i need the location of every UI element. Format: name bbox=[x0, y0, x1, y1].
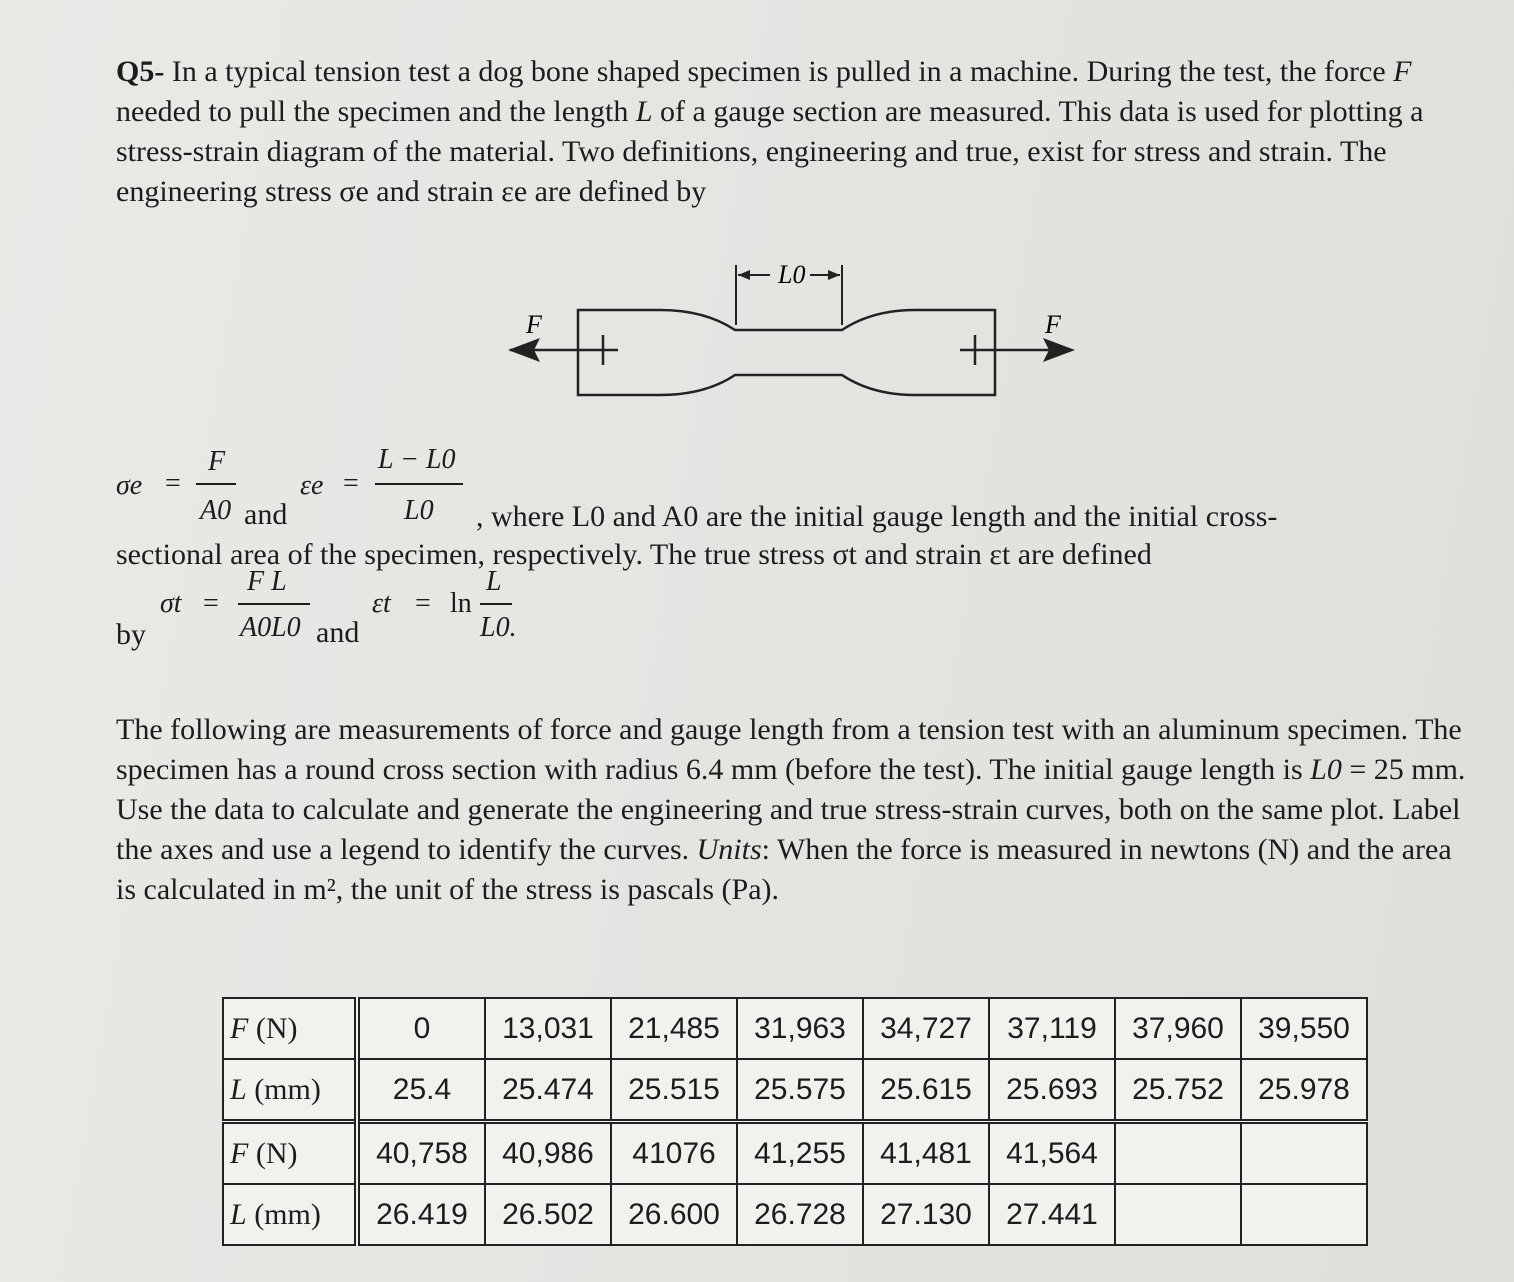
fraction-bar bbox=[196, 483, 236, 485]
table-row bbox=[223, 1122, 1367, 1185]
question-paragraph: Q5- In a typical tension test a dog bone shaped specimen is pulled in a machine. During the test, the force F needed to pull the specimen and the length L of a gauge section are measured. This data is used for plotting a stress-strain diagram of the material. Two definitions, engineering and true, exist for stress and strain. The engineering stress σe and strain εe are defined by bbox=[116, 55, 1424, 208]
frac-A0: A0 bbox=[200, 495, 232, 526]
right-force-label: F bbox=[1045, 310, 1061, 339]
frac-FL: F L bbox=[247, 566, 287, 597]
by-text: by bbox=[116, 618, 146, 651]
table-cell: 25.978 bbox=[1241, 1059, 1367, 1122]
table-cell: 40,986 bbox=[485, 1122, 611, 1185]
table-cell: 26.502 bbox=[485, 1184, 611, 1245]
table-cell: 34,727 bbox=[863, 998, 989, 1059]
frac-A0L0: A0L0 bbox=[240, 612, 301, 643]
table-cell bbox=[1241, 1122, 1367, 1185]
table-cell: 39,550 bbox=[1241, 998, 1367, 1059]
sectional-text: sectional area of the specimen, respectively. The true stress σt and strain εt are defined bbox=[116, 538, 1152, 571]
measurement-table bbox=[222, 997, 1368, 1246]
table-cell: 41,481 bbox=[863, 1122, 989, 1185]
table-cell: 25.4 bbox=[357, 1059, 485, 1122]
and-text: and bbox=[316, 616, 360, 649]
table-cell: 27.441 bbox=[989, 1184, 1115, 1245]
row-header: F (N) bbox=[223, 998, 357, 1059]
dog-bone-specimen-diagram bbox=[500, 255, 1090, 405]
fraction-bar bbox=[238, 603, 310, 605]
left-force-label: F bbox=[526, 310, 542, 339]
equals-sign: = bbox=[415, 588, 431, 619]
sigma-e-symbol: σe bbox=[116, 470, 143, 501]
table-row bbox=[223, 998, 1367, 1059]
frac-L-minus-L0: L − L0 bbox=[378, 444, 456, 475]
eps-e-symbol: εe bbox=[300, 470, 324, 501]
frac-L: L bbox=[486, 566, 502, 597]
table-cell: 25.575 bbox=[737, 1059, 863, 1122]
table-cell: 41076 bbox=[611, 1122, 737, 1185]
table-cell: 25.474 bbox=[485, 1059, 611, 1122]
table-cell: 13,031 bbox=[485, 998, 611, 1059]
table-cell: 25.693 bbox=[989, 1059, 1115, 1122]
table-cell: 26.419 bbox=[357, 1184, 485, 1245]
row-header: L (mm) bbox=[223, 1059, 357, 1122]
data-paragraph: The following are measurements of force and gauge length from a tension test with an aluminum specimen. The specimen has a round cross section with radius 6.4 mm (before the test). The initial gauge length is L0 = 25 mm. Use the data to calculate and generate the engineering and true stress-strain curves, both on the same plot. Label the axes and use a legend to identify the curves. Units: When the force is measured in newtons (N) and the area is calculated in m², the unit of the stress is pascals (Pa). bbox=[116, 713, 1466, 906]
eps-t-symbol: εt bbox=[372, 588, 391, 619]
and-text: and bbox=[244, 498, 288, 531]
table-cell bbox=[1115, 1122, 1241, 1185]
table-row bbox=[223, 1184, 1367, 1245]
table-cell: 0 bbox=[357, 998, 485, 1059]
frac-L0: L0 bbox=[404, 495, 434, 526]
row-header: L (mm) bbox=[223, 1184, 357, 1245]
question-label: Q5- bbox=[116, 55, 165, 88]
where-text: , where L0 and A0 are the initial gauge length and the initial cross- bbox=[476, 500, 1278, 533]
table-cell: 37,119 bbox=[989, 998, 1115, 1059]
equals-sign: = bbox=[165, 468, 181, 499]
table-cell: 25.515 bbox=[611, 1059, 737, 1122]
table-cell: 25.752 bbox=[1115, 1059, 1241, 1122]
table-cell: 27.130 bbox=[863, 1184, 989, 1245]
table-cell: 31,963 bbox=[737, 998, 863, 1059]
table-cell bbox=[1241, 1184, 1367, 1245]
table-cell: 26.728 bbox=[737, 1184, 863, 1245]
table-cell: 21,485 bbox=[611, 998, 737, 1059]
fraction-bar bbox=[375, 483, 463, 485]
table-cell: 37,960 bbox=[1115, 998, 1241, 1059]
table-cell: 25.615 bbox=[863, 1059, 989, 1122]
table-cell: 41,564 bbox=[989, 1122, 1115, 1185]
table-cell: 40,758 bbox=[357, 1122, 485, 1185]
frac-L0-end: L0. bbox=[480, 612, 517, 643]
row-header: F (N) bbox=[223, 1122, 357, 1185]
fraction-bar bbox=[480, 603, 512, 605]
table-cell bbox=[1115, 1184, 1241, 1245]
equals-sign: = bbox=[343, 468, 359, 499]
table-cell: 41,255 bbox=[737, 1122, 863, 1185]
equals-sign: = bbox=[203, 588, 219, 619]
sigma-t-symbol: σt bbox=[160, 588, 182, 619]
gauge-length-label: L0 bbox=[778, 260, 806, 289]
ln-symbol: ln bbox=[450, 588, 472, 619]
frac-F: F bbox=[208, 446, 226, 477]
table-cell: 26.600 bbox=[611, 1184, 737, 1245]
table-row bbox=[223, 1059, 1367, 1122]
